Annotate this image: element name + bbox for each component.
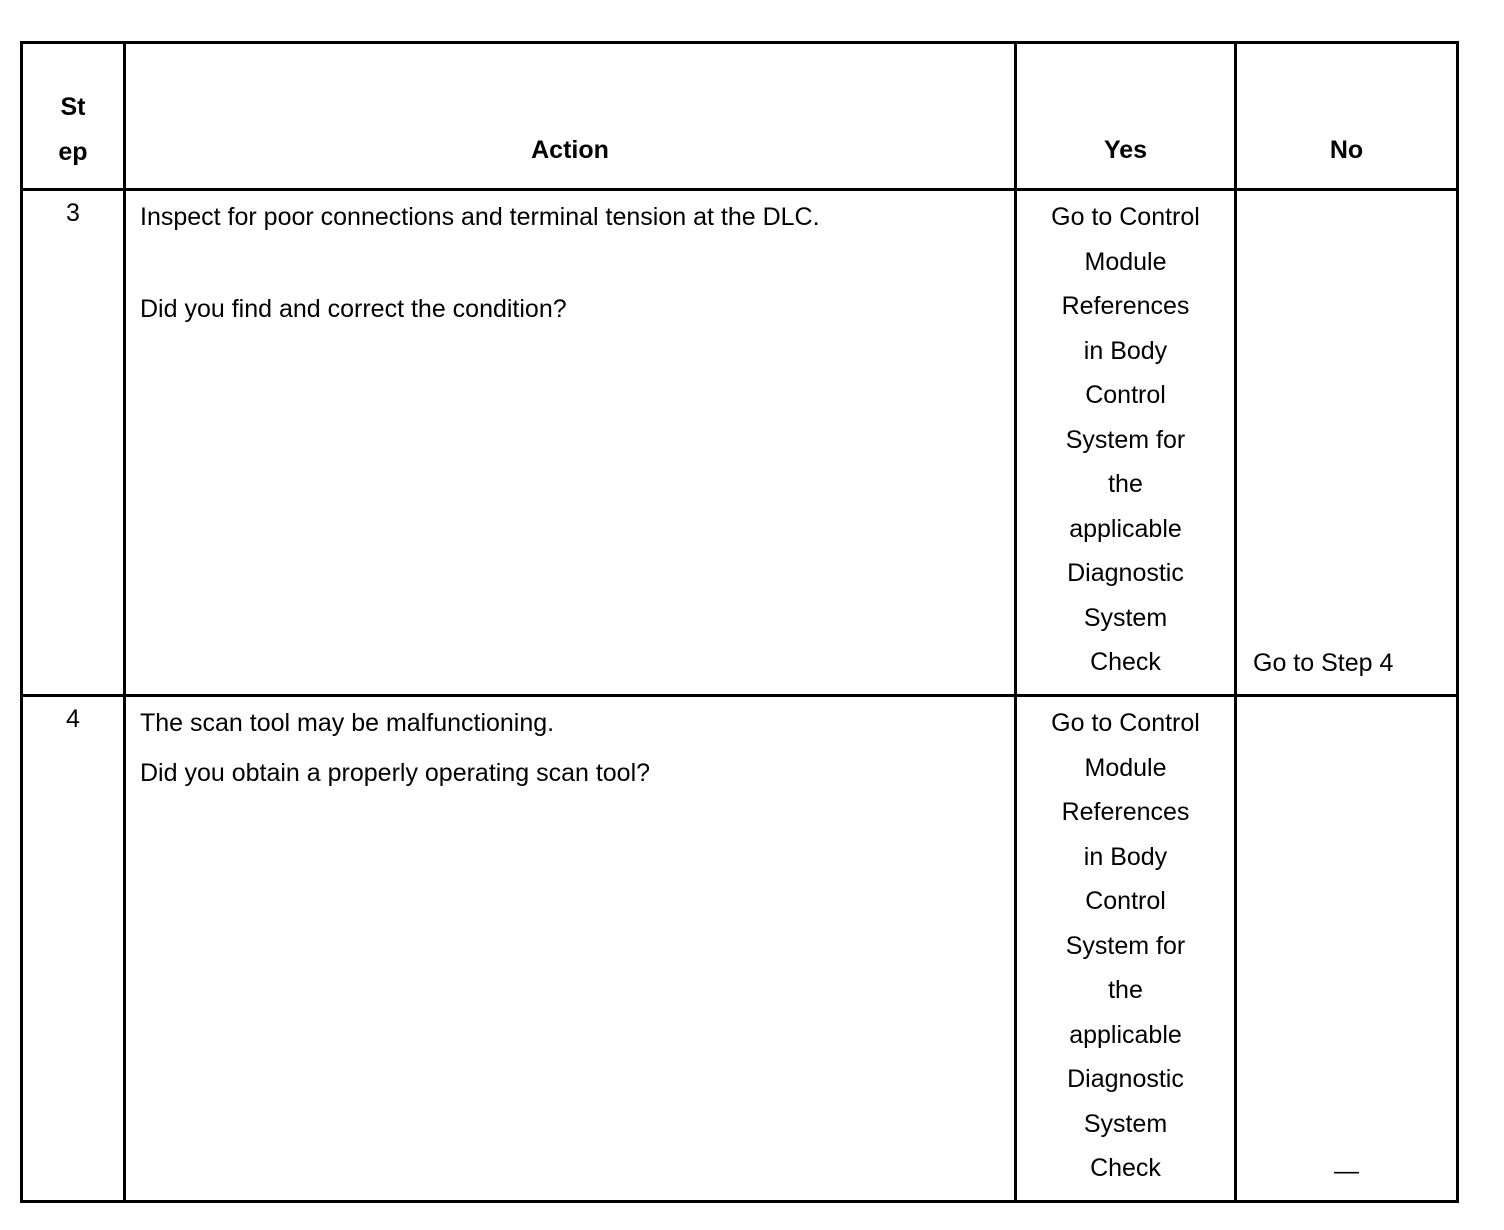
action-text: The scan tool may be malfunctioning.: [140, 709, 555, 737]
step-number: 3: [22, 190, 125, 696]
yes-line: Check: [1090, 648, 1161, 676]
action-text: Inspect for poor connections and terminal tension at the DLC.: [140, 203, 820, 231]
header-step: [22, 43, 125, 190]
yes-line: the: [1108, 470, 1143, 498]
yes-line: System: [1083, 1109, 1168, 1138]
action-cell: [125, 696, 1016, 1202]
action-cell: [125, 190, 1016, 696]
yes-line: Diagnostic: [1067, 559, 1184, 587]
header-step-line1: St: [60, 93, 86, 121]
yes-line: System: [1083, 603, 1168, 632]
yes-line: Go to Control: [1051, 203, 1200, 231]
yes-line: Control: [1085, 887, 1166, 915]
header-step-line2: ep: [58, 137, 88, 166]
yes-line: References: [1061, 798, 1190, 826]
yes-cell: [1016, 696, 1236, 1202]
yes-cell: [1016, 190, 1236, 696]
yes-line: in Body: [1083, 336, 1168, 365]
action-question: Did you obtain a properly operating scan tool?: [140, 758, 651, 787]
diagnostic-table: [20, 41, 1459, 1203]
yes-line: References: [1061, 292, 1190, 320]
no-cell: [1236, 190, 1458, 696]
yes-line: Module: [1084, 753, 1167, 782]
yes-line: Module: [1084, 247, 1167, 276]
header-yes: Yes: [1016, 43, 1236, 190]
header-no: No: [1236, 43, 1458, 190]
no-action-text: Go to Step 4: [1253, 649, 1394, 677]
action-question: Did you find and correct the condition?: [140, 294, 567, 323]
yes-line: the: [1108, 976, 1143, 1004]
yes-line: Diagnostic: [1067, 1065, 1184, 1093]
table-row: [22, 190, 1458, 696]
yes-line: System for: [1065, 931, 1186, 960]
yes-line: in Body: [1083, 842, 1168, 871]
yes-line: Check: [1090, 1154, 1161, 1182]
yes-line: Control: [1085, 381, 1166, 409]
no-action-text: —: [1334, 1157, 1359, 1185]
yes-line: applicable: [1069, 514, 1182, 543]
header-action: Action: [125, 43, 1016, 190]
no-cell: [1236, 696, 1458, 1202]
yes-line: applicable: [1069, 1020, 1182, 1049]
header-row: [22, 43, 1458, 190]
yes-line: System for: [1065, 425, 1186, 454]
step-number: 4: [22, 696, 125, 1202]
table-row: [22, 696, 1458, 1202]
yes-line: Go to Control: [1051, 709, 1200, 737]
